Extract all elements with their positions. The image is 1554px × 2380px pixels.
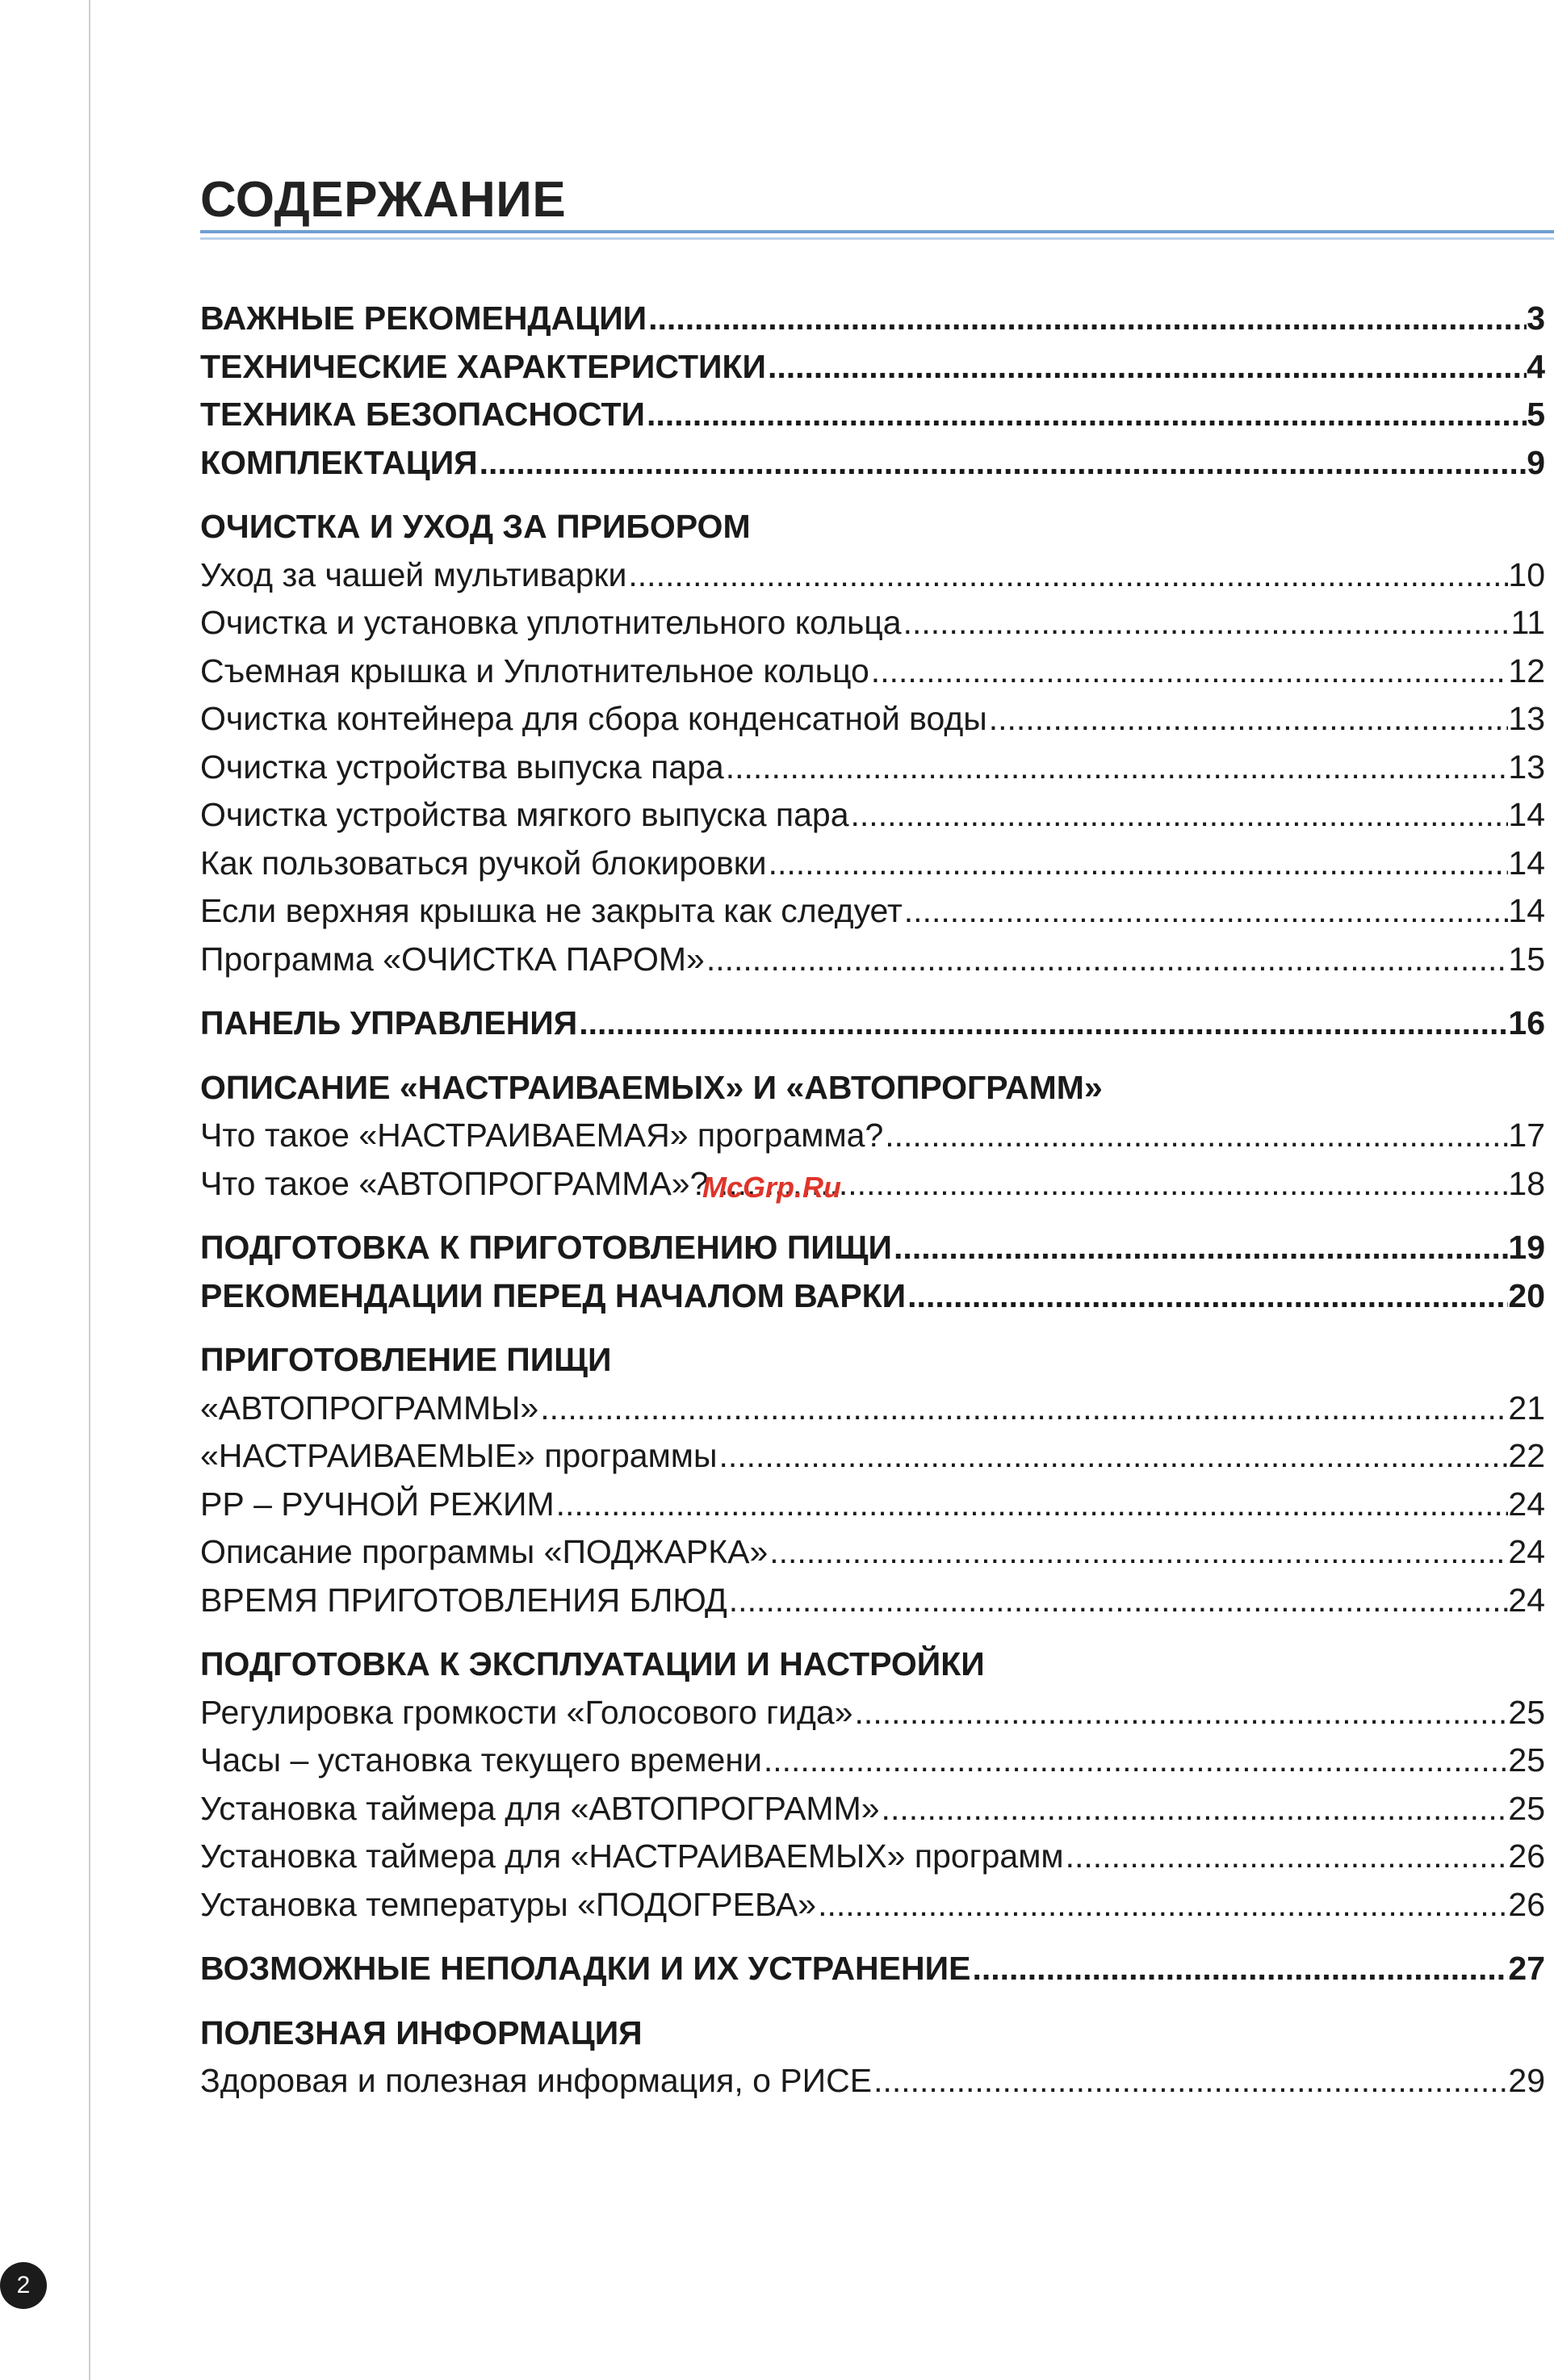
toc-entry[interactable] xyxy=(200,1160,1545,1209)
toc-entry[interactable] xyxy=(200,840,1545,888)
toc-entry-page: 29 xyxy=(1508,2062,1545,2099)
toc-entry[interactable] xyxy=(200,439,1545,488)
toc-section xyxy=(200,2009,1545,2106)
dot-leader xyxy=(892,1224,1508,1272)
toc-entry[interactable] xyxy=(200,1432,1545,1481)
toc-entry-label: Как пользоваться ручкой блокировки xyxy=(200,844,767,882)
dot-leader xyxy=(717,1432,1508,1481)
toc-entry[interactable] xyxy=(200,1785,1545,1833)
toc-entry-label: Очистка устройства мягкого выпуска пара xyxy=(200,796,849,833)
toc-entry[interactable] xyxy=(200,744,1545,792)
dot-leader xyxy=(766,343,1527,392)
toc-entry-label: Если верхняя крышка не закрыта как следует xyxy=(200,892,903,929)
dot-leader xyxy=(647,295,1527,343)
toc-section xyxy=(200,1640,1545,1929)
toc-section xyxy=(200,1224,1545,1320)
toc-entry-page: 15 xyxy=(1508,940,1545,978)
dot-leader xyxy=(645,391,1527,439)
toc-entry[interactable] xyxy=(200,599,1545,647)
toc-entry-label: «НАСТРАИВАЕМЫЕ» программы xyxy=(200,1437,718,1474)
toc-entry-page: 25 xyxy=(1508,1789,1545,1827)
toc-entry[interactable] xyxy=(200,1945,1545,1993)
table-of-contents xyxy=(200,295,1545,2122)
toc-entry-label: «АВТОПРОГРАММЫ» xyxy=(200,1389,539,1427)
toc-section-heading: ПОДГОТОВКА К ЭКСПЛУАТАЦИИ И НАСТРОЙКИ xyxy=(200,1645,985,1682)
toc-entry-label: Очистка устройства выпуска пара xyxy=(200,748,724,786)
toc-entry-page: 24 xyxy=(1508,1485,1545,1523)
toc-entry-label: Очистка контейнера для сбора конденсатной воды xyxy=(200,700,987,737)
toc-entry-page: 26 xyxy=(1508,1837,1545,1875)
toc-entry[interactable] xyxy=(200,936,1545,984)
title-rule-secondary xyxy=(200,237,1554,240)
toc-entry[interactable] xyxy=(200,295,1545,343)
toc-entry[interactable] xyxy=(200,887,1545,936)
toc-entry[interactable] xyxy=(200,999,1545,1048)
dot-leader xyxy=(849,791,1509,840)
toc-entry[interactable] xyxy=(200,791,1545,840)
dot-leader xyxy=(869,647,1509,696)
toc-entry[interactable] xyxy=(200,1689,1545,1737)
toc-section xyxy=(200,1064,1545,1209)
toc-entry-page: 12 xyxy=(1508,652,1545,689)
toc-section-heading: ПОЛЕЗНАЯ ИНФОРМАЦИЯ xyxy=(200,2013,643,2051)
toc-section-heading: ОПИСАНИЕ «НАСТРАИВАЕМЫХ» И «АВТОПРОГРАММ» xyxy=(200,1068,1103,1106)
toc-entry[interactable] xyxy=(200,1881,1545,1930)
toc-entry-page: 27 xyxy=(1508,1950,1545,1987)
toc-entry-page: 21 xyxy=(1508,1389,1545,1427)
page-number-badge: 2 xyxy=(0,2262,47,2309)
toc-entry-label: Описание программы «ПОДЖАРКА» xyxy=(200,1533,769,1570)
toc-entry-page: 25 xyxy=(1508,1741,1545,1779)
toc-entry-page: 24 xyxy=(1508,1581,1545,1619)
toc-entry-page: 4 xyxy=(1527,347,1545,385)
toc-entry-page: 14 xyxy=(1508,844,1545,882)
title-rule xyxy=(200,230,1554,233)
page-title: СОДЕРЖАНИЕ xyxy=(200,172,567,228)
toc-entry-label: ВАЖНЫЕ РЕКОМЕНДАЦИИ xyxy=(200,300,647,337)
dot-leader xyxy=(626,551,1508,600)
dot-leader xyxy=(727,1577,1509,1625)
dot-leader xyxy=(577,999,1508,1048)
dot-leader xyxy=(970,1945,1508,1993)
dot-leader xyxy=(1064,1833,1509,1881)
dot-leader xyxy=(762,1737,1509,1785)
toc-entry-page: 14 xyxy=(1508,796,1545,833)
dot-leader xyxy=(768,1528,1508,1577)
toc-entry-page: 3 xyxy=(1527,300,1545,337)
page-margin-line xyxy=(89,0,90,2380)
toc-entry-label: Установка таймера для «НАСТРАИВАЕМЫХ» программ xyxy=(200,1837,1064,1875)
toc-entry-page: 9 xyxy=(1527,443,1545,481)
toc-entry-page: 19 xyxy=(1508,1229,1545,1266)
toc-entry[interactable] xyxy=(200,695,1545,744)
dot-leader xyxy=(478,439,1527,488)
toc-entry-label: Часы – установка текущего времени xyxy=(200,1741,762,1779)
toc-entry[interactable] xyxy=(200,1481,1545,1529)
toc-section xyxy=(200,295,1545,487)
dot-leader xyxy=(906,1272,1508,1321)
dot-leader xyxy=(987,695,1509,744)
dot-leader xyxy=(555,1481,1509,1529)
toc-entry-page: 18 xyxy=(1508,1164,1545,1202)
dot-leader xyxy=(767,840,1509,888)
toc-entry-label: Очистка и установка уплотнительного кольца xyxy=(200,604,902,641)
toc-entry-label: Программа «ОЧИСТКА ПАРОМ» xyxy=(200,940,705,978)
toc-entry-label: Уход за чашей мультиварки xyxy=(200,555,627,593)
toc-entry-label: РР – РУЧНОЙ РЕЖИМ xyxy=(200,1485,555,1523)
toc-entry[interactable] xyxy=(200,647,1545,696)
toc-entry-page: 13 xyxy=(1508,748,1545,786)
dot-leader xyxy=(880,1785,1509,1833)
toc-entry-page: 17 xyxy=(1508,1117,1545,1154)
toc-entry-label: ТЕХНИКА БЕЗОПАСНОСТИ xyxy=(200,396,645,433)
toc-entry[interactable] xyxy=(200,1737,1545,1785)
toc-entry-label: ВРЕМЯ ПРИГОТОВЛЕНИЯ БЛЮД xyxy=(200,1581,727,1619)
dot-leader xyxy=(724,744,1509,792)
toc-entry-page: 13 xyxy=(1508,700,1545,737)
toc-section xyxy=(200,1945,1545,1993)
toc-entry[interactable] xyxy=(200,1385,1545,1433)
toc-entry-page: 16 xyxy=(1508,1004,1545,1041)
watermark-text: McGrp.Ru xyxy=(702,1171,842,1204)
toc-section xyxy=(200,999,1545,1048)
toc-section xyxy=(200,1336,1545,1624)
dot-leader xyxy=(538,1385,1508,1433)
toc-entry[interactable] xyxy=(200,1224,1545,1272)
dot-leader xyxy=(853,1689,1509,1737)
toc-entry-page: 14 xyxy=(1508,892,1545,929)
dot-leader xyxy=(883,1112,1508,1160)
toc-entry[interactable] xyxy=(200,1528,1545,1577)
toc-entry[interactable] xyxy=(200,2057,1545,2106)
toc-entry-page: 11 xyxy=(1510,604,1545,641)
toc-entry-label: Установка таймера для «АВТОПРОГРАММ» xyxy=(200,1789,880,1827)
toc-section xyxy=(200,503,1545,983)
toc-entry[interactable] xyxy=(200,1272,1545,1321)
dot-leader xyxy=(705,936,1509,984)
toc-entry-label: Установка температуры «ПОДОГРЕВА» xyxy=(200,1885,817,1923)
toc-entry-label: ПОДГОТОВКА К ПРИГОТОВЛЕНИЮ ПИЩИ xyxy=(200,1229,893,1266)
toc-entry-label: ТЕХНИЧЕСКИЕ ХАРАКТЕРИСТИКИ xyxy=(200,347,766,385)
dot-leader xyxy=(872,2057,1508,2106)
toc-entry-label: Что такое «АВТОПРОГРАММА»? xyxy=(200,1164,709,1202)
toc-entry-page: 24 xyxy=(1508,1533,1545,1570)
dot-leader xyxy=(902,599,1511,647)
toc-entry-page: 25 xyxy=(1508,1693,1545,1731)
toc-entry-page: 20 xyxy=(1508,1276,1545,1314)
toc-entry-page: 22 xyxy=(1508,1437,1545,1474)
toc-entry-label: Регулировка громкости «Голосового гида» xyxy=(200,1693,853,1731)
toc-entry-label: Здоровая и полезная информация, о РИСЕ xyxy=(200,2062,873,2099)
toc-entry[interactable] xyxy=(200,1112,1545,1160)
dot-leader xyxy=(903,887,1509,936)
toc-entry[interactable] xyxy=(200,391,1545,439)
toc-entry-label: Съемная крышка и Уплотнительное кольцо xyxy=(200,652,869,689)
toc-entry-label: ПАНЕЛЬ УПРАВЛЕНИЯ xyxy=(200,1004,578,1041)
toc-entry[interactable] xyxy=(200,343,1545,392)
toc-section-heading: ОЧИСТКА И УХОД ЗА ПРИБОРОМ xyxy=(200,508,751,545)
toc-entry[interactable] xyxy=(200,1577,1545,1625)
toc-entry-page: 10 xyxy=(1508,555,1545,593)
toc-entry[interactable] xyxy=(200,551,1545,600)
toc-entry-label: РЕКОМЕНДАЦИИ ПЕРЕД НАЧАЛОМ ВАРКИ xyxy=(200,1276,907,1314)
dot-leader xyxy=(816,1881,1508,1930)
toc-section-heading: ПРИГОТОВЛЕНИЕ ПИЩИ xyxy=(200,1341,612,1378)
toc-entry[interactable] xyxy=(200,1833,1545,1881)
toc-entry-label: ВОЗМОЖНЫЕ НЕПОЛАДКИ И ИХ УСТРАНЕНИЕ xyxy=(200,1950,971,1987)
toc-entry-page: 26 xyxy=(1508,1885,1545,1923)
toc-entry-page: 5 xyxy=(1527,396,1545,433)
toc-entry-label: КОМПЛЕКТАЦИЯ xyxy=(200,443,478,481)
toc-entry-label: Что такое «НАСТРАИВАЕМАЯ» программа? xyxy=(200,1117,884,1154)
